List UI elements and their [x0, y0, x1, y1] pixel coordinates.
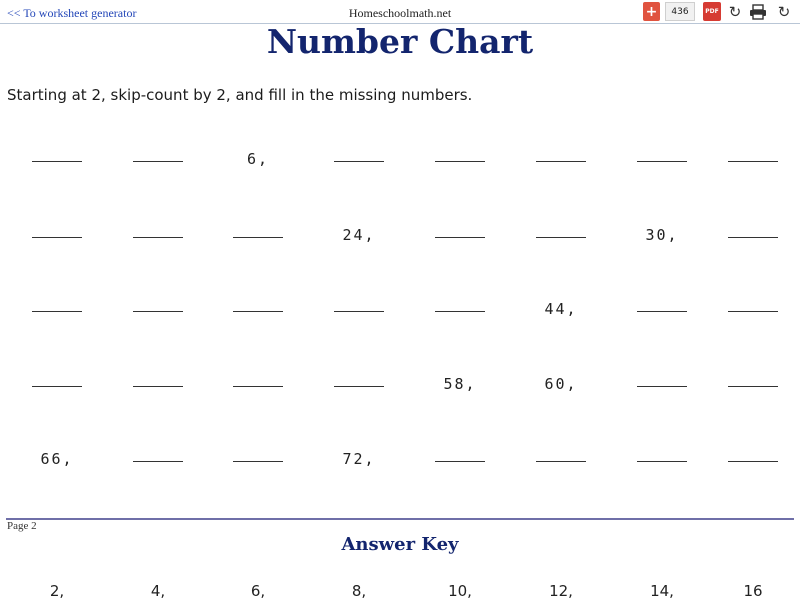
blank-underline: [435, 237, 485, 238]
blank-answer-line: [415, 148, 505, 170]
given-number: 30,: [645, 226, 679, 244]
blank-answer-line: [12, 373, 102, 395]
refresh-alt-icon[interactable]: ↻: [777, 2, 791, 21]
blank-underline: [233, 386, 283, 387]
blank-answer-line: [12, 224, 102, 246]
blank-answer-line: [213, 224, 303, 246]
answer-key-value: 2,: [49, 582, 65, 600]
blank-underline: [32, 386, 82, 387]
given-number: 66,: [40, 450, 74, 468]
blank-underline: [536, 161, 586, 162]
blank-underline: [334, 386, 384, 387]
blank-answer-line: [314, 148, 404, 170]
given-number: 24,: [342, 226, 376, 244]
blank-answer-line: [708, 148, 798, 170]
page-title: Number Chart: [266, 22, 534, 61]
given-number: 72,: [342, 450, 376, 468]
blank-answer-line: [617, 298, 707, 320]
blank-answer-line: [213, 373, 303, 395]
blank-underline: [32, 237, 82, 238]
answer-key-value: 4,: [150, 582, 166, 600]
blank-answer-line: [415, 448, 505, 470]
blank-underline: [728, 461, 778, 462]
blank-answer-line: [113, 148, 203, 170]
blank-underline: [133, 386, 183, 387]
blank-underline: [728, 386, 778, 387]
pdf-icon[interactable]: PDF: [703, 2, 721, 21]
blank-answer-line: [314, 298, 404, 320]
blank-underline: [32, 311, 82, 312]
answer-key-value: 12,: [549, 582, 573, 600]
answer-key-value: 8,: [351, 582, 367, 600]
blank-underline: [334, 311, 384, 312]
answer-key-value: 10,: [448, 582, 472, 600]
given-number: 58,: [443, 375, 477, 393]
blank-underline: [728, 311, 778, 312]
page-number: Page 2: [7, 520, 37, 532]
answer-key-value: 14,: [650, 582, 674, 600]
blank-underline: [133, 461, 183, 462]
blank-answer-line: [617, 373, 707, 395]
blank-answer-line: [516, 148, 606, 170]
answer-key-value: 6,: [250, 582, 266, 600]
blank-underline: [133, 237, 183, 238]
blank-answer-line: [113, 298, 203, 320]
blank-answer-line: [415, 224, 505, 246]
back-to-generator-link[interactable]: << To worksheet generator: [7, 6, 137, 20]
blank-underline: [233, 461, 283, 462]
site-name: Homeschoolmath.net: [348, 6, 452, 20]
blank-answer-line: [12, 298, 102, 320]
blank-answer-line: [617, 448, 707, 470]
blank-answer-line: [213, 298, 303, 320]
blank-underline: [233, 237, 283, 238]
blank-underline: [637, 386, 687, 387]
blank-answer-line: [314, 373, 404, 395]
blank-underline: [32, 161, 82, 162]
blank-underline: [133, 161, 183, 162]
blank-underline: [536, 237, 586, 238]
blank-answer-line: [708, 298, 798, 320]
refresh-icon[interactable]: ↻: [728, 2, 742, 21]
answer-key-heading: Answer Key: [341, 534, 459, 555]
blank-underline: [435, 161, 485, 162]
blank-underline: [637, 311, 687, 312]
blank-answer-line: [617, 148, 707, 170]
blank-underline: [637, 461, 687, 462]
blank-answer-line: [113, 373, 203, 395]
given-number: 60,: [544, 375, 578, 393]
blank-answer-line: [708, 448, 798, 470]
blank-underline: [728, 161, 778, 162]
blank-answer-line: [213, 448, 303, 470]
blank-underline: [233, 311, 283, 312]
blank-answer-line: [415, 298, 505, 320]
blank-answer-line: [708, 373, 798, 395]
blank-underline: [435, 311, 485, 312]
page-divider: [6, 518, 794, 520]
blank-underline: [637, 161, 687, 162]
blank-underline: [435, 461, 485, 462]
plus-icon[interactable]: +: [643, 2, 660, 21]
blank-underline: [334, 161, 384, 162]
count-badge: 436: [665, 2, 695, 21]
blank-answer-line: [12, 148, 102, 170]
blank-answer-line: [516, 224, 606, 246]
given-number: 6,: [246, 150, 270, 168]
instructions: Starting at 2, skip-count by 2, and fill in the missing numbers.: [7, 86, 473, 104]
blank-underline: [728, 237, 778, 238]
blank-underline: [133, 311, 183, 312]
blank-underline: [536, 461, 586, 462]
blank-answer-line: [113, 448, 203, 470]
answer-key-value: 16: [743, 582, 763, 600]
given-number: 44,: [544, 300, 578, 318]
blank-answer-line: [113, 224, 203, 246]
blank-answer-line: [708, 224, 798, 246]
blank-answer-line: [516, 448, 606, 470]
